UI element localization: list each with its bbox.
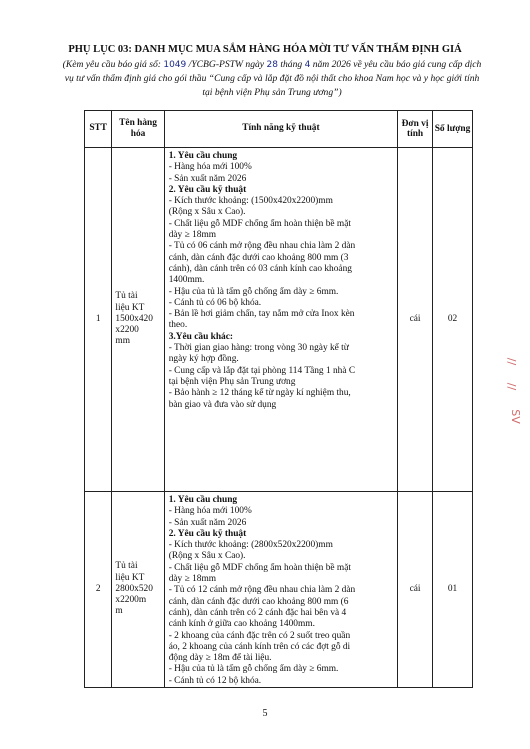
spec-section-heading: 1. Yêu cầu chung [168, 151, 238, 161]
spec-line: tại bệnh viện Phụ sản Trung ương [168, 376, 296, 387]
spec-line: - Hậu của tủ là tấm gỗ chống ẩm dày ≥ 6mm. [168, 664, 339, 675]
spec-line: - Hàng hóa mới 100% [168, 162, 252, 173]
row-stt: 1 [85, 148, 112, 492]
spec-line: (Rộng x Sâu x Cao). [168, 551, 246, 562]
header-technical-spec: Tính năng kỹ thuật [164, 111, 397, 148]
item-name-line: liệu KT [115, 302, 145, 313]
spec-line: theo. [168, 320, 188, 331]
item-name-line: Tủ tài [115, 561, 138, 572]
document-title: PHỤ LỤC 03: DANH MỤC MUA SẮM HÀNG HÓA MỜI TƯ VẤN THẨM ĐỊNH GIÁ [68, 44, 462, 55]
spec-line: dày ≥ 18mm [168, 574, 217, 585]
row-item-name [112, 148, 164, 492]
spec-line: - Thời gian giao hàng: trong vòng 30 ngày kể từ [168, 343, 349, 354]
spec-line: - 2 khoang của cánh đặc trên có 2 suốt treo quần [168, 630, 351, 641]
margin-mark: // [505, 357, 519, 366]
item-name-line: x2200m [115, 595, 147, 606]
page-number: 5 [262, 708, 268, 719]
spec-line: - Hàng hóa mới 100% [168, 506, 252, 517]
spec-line: cánh), dàn cánh trên có 03 cánh kính cao khoảng [168, 263, 352, 274]
spec-line: cánh, dàn cánh đặc dưới cao khoảng 800 mm (6 [168, 596, 349, 607]
spec-line: - Cánh tủ có 06 bộ khóa. [168, 297, 262, 308]
spec-line: - Tủ có 06 cánh mở rộng đều nhau chia làm 2 dàn [168, 241, 356, 252]
spec-line: - Hậu của tủ là tấm gỗ chống ẩm dày ≥ 6mm. [168, 286, 339, 297]
spec-line: áo, 2 khoang của cánh kính trên có các đợt gỗ di [168, 641, 351, 652]
handwritten-number: 1049 [163, 60, 187, 70]
spec-line: động dày ≥ 18m để tài liệu. [168, 653, 272, 664]
item-name-line: liệu KT [115, 572, 145, 583]
document-subtitle [62, 58, 482, 100]
handwritten-month: 4 [304, 60, 311, 70]
row-technical-spec [164, 148, 397, 492]
header-stt: STT [85, 111, 112, 148]
spec-line: cánh, dàn cánh đặc dưới cao khoảng 800 mm (3 [168, 252, 349, 263]
item-name-line: mm [115, 336, 131, 347]
spec-section-heading: 2. Yêu cầu kỹ thuật [168, 528, 247, 539]
margin-mark: // [505, 382, 519, 391]
spec-line: dày ≥ 18mm [168, 230, 217, 241]
row-stt: 2 [85, 492, 112, 688]
subtitle-text-1: (Kèm yêu cầu báo giá số: [62, 59, 164, 70]
header-item-name: Tên hàng hóa [112, 111, 164, 148]
item-name-line: 1500x420 [115, 313, 153, 324]
row-item-name [112, 492, 164, 688]
margin-mark: SV [508, 409, 522, 424]
spec-line: - Chất liệu gỗ MDF chống ẩm hoàn thiện bề mặt [168, 562, 351, 573]
spec-line: 1400mm. [168, 275, 205, 286]
procurement-table [84, 110, 473, 688]
spec-line: - Kích thước khoảng: (1500x420x2200)mm [168, 196, 333, 207]
item-name-line: m [115, 606, 123, 617]
subtitle-text-2: /YCBG-PSTW ngày [186, 59, 267, 70]
spec-section-heading: 2. Yêu cầu kỹ thuật [168, 184, 247, 195]
table-header-row [85, 111, 473, 148]
handwritten-day: 28 [266, 60, 278, 70]
item-name-line: Tủ tài [115, 291, 138, 302]
item-name-line: x2200 [115, 325, 139, 336]
spec-line: - Kích thước khoảng: (2800x520x2200)mm [168, 540, 333, 551]
spec-line: - Chất liệu gỗ MDF chống ẩm hoàn thiện bề mặt [168, 218, 351, 229]
subtitle-text-3: tháng [277, 59, 305, 70]
row-unit: cái [398, 148, 433, 492]
row-quantity: 02 [433, 148, 473, 492]
spec-line: - Bảo hành ≥ 12 tháng kể từ ngày kí nghiệm thu, [168, 388, 351, 399]
subtitle-text-4: năm 2026 về yêu cầu báo giá cung cấp dịch vụ tư vấn thẩm định giá cho gói thầu “Cung cấp và lắp đặt đồ nội thất cho khoa Nam học và y học giới tính tại bệnh viện Phụ sản Trung ương”) [64, 59, 482, 98]
spec-line: - Sản xuất năm 2026 [168, 517, 247, 528]
spec-line: cánh kính ở giữa cao khoảng 1400mm. [168, 619, 315, 630]
spec-section-heading: 1. Yêu cầu chung [168, 495, 238, 505]
spec-line: - Cung cấp và lắp đặt tại phòng 114 Tầng 1 nhà C [168, 365, 356, 376]
row-quantity: 01 [433, 492, 473, 688]
item-name-line: 2800x520 [115, 583, 153, 594]
spec-line: - Tủ có 12 cánh mở rộng đều nhau chia làm 2 dàn [168, 585, 356, 596]
table-row [85, 148, 473, 492]
spec-line: bàn giao và đưa vào sử dụng [168, 399, 277, 410]
spec-line: - Cánh tủ có 12 bộ khóa. [168, 675, 262, 686]
spec-section-heading: 3.Yêu cầu khác: [168, 331, 234, 342]
table-row [85, 492, 473, 688]
spec-line: cánh), dàn cánh trên có 2 cánh đặc hai bên và 4 [168, 607, 347, 618]
header-quantity: Số lượng [433, 111, 473, 148]
header-unit: Đơn vị tính [398, 111, 433, 148]
row-technical-spec [164, 492, 397, 688]
row-unit: cái [398, 492, 433, 688]
spec-line: - Bản lề hơi giảm chấn, tay nắm mở cửa Inox kèn [168, 309, 355, 320]
spec-line: ngày ký hợp đồng. [168, 354, 239, 365]
spec-line: (Rộng x Sâu x Cao). [168, 207, 246, 218]
spec-line: - Sản xuất năm 2026 [168, 173, 247, 184]
